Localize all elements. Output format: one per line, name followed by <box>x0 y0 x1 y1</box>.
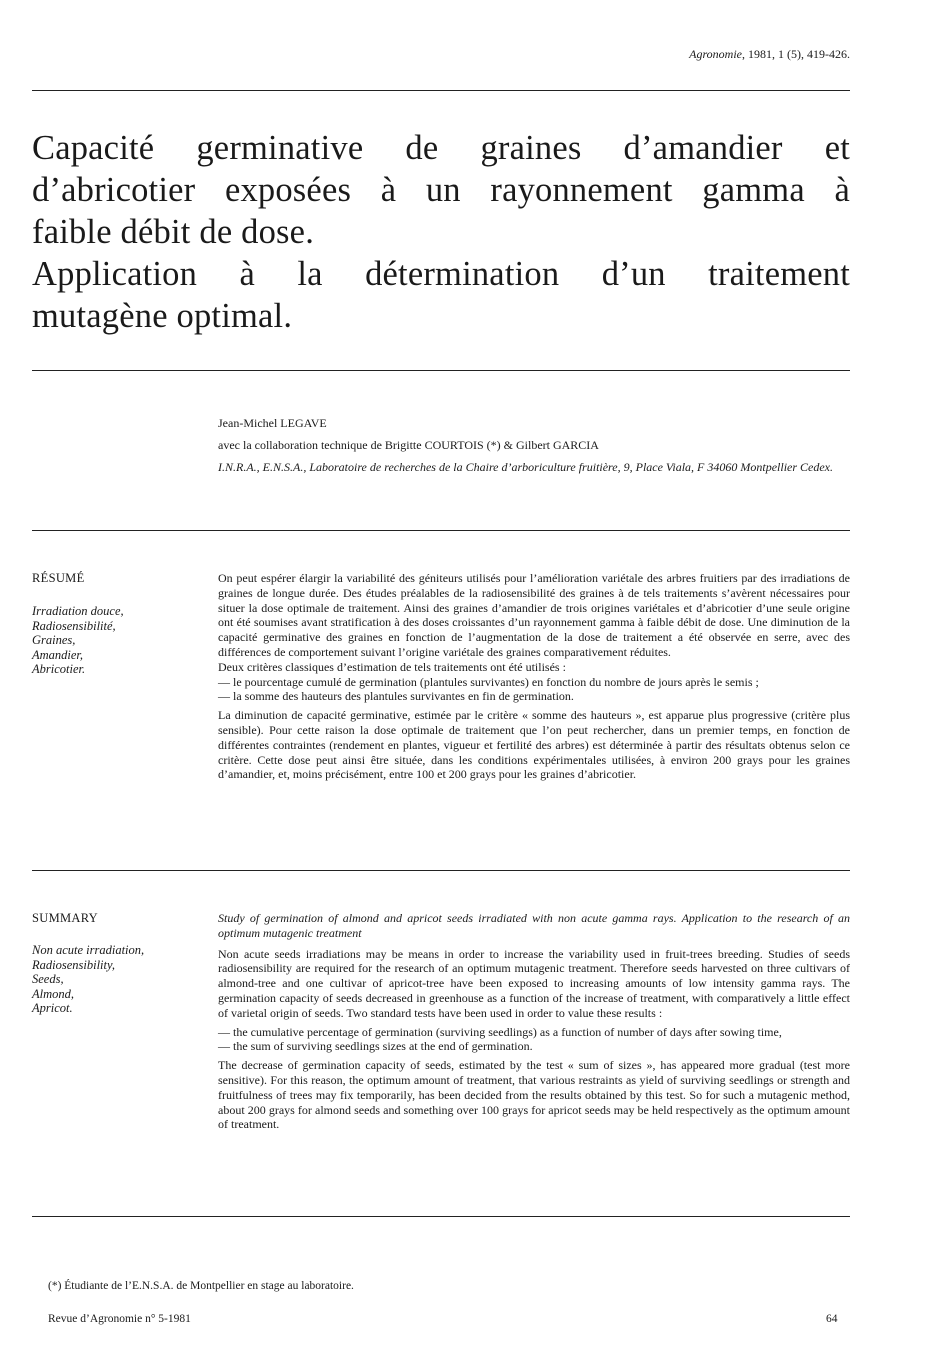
footnote: (*) Étudiante de l’E.N.S.A. de Montpellier en stage au laboratoire. <box>48 1280 354 1292</box>
keyword: Seeds, <box>32 972 64 986</box>
author-block <box>218 414 850 475</box>
resume-paragraph: On peut espérer élargir la variabilité des géniteurs utilisés pour l’amélioration variétale des arbres fruitiers par des irradiations de graines de longue durée. Des études préalables de la radiosensibilité des graines à de tels traitements s’avèrent nécessaires pour situer la dose optimale de traitement. Ainsi des graines d’amandier de trois origines variétales et d’abricotier d’une seule origine ont été soumises avant stratification à des doses croissantes d’un rayonnement gamma à faible débit de dose. Une diminution de la capacité germinative des graines en fonction de l’augmentation de la dose de traitement a été observée en serre, avec des différences de comportement suivant l’origine variétale des graines comparativement réduites. <box>218 571 850 659</box>
header-rule <box>32 90 850 91</box>
resume-paragraph: — la somme des hauteurs des plantules survivantes en fin de germination. <box>218 689 574 704</box>
summary-body <box>218 911 850 1132</box>
resume-keywords <box>32 604 124 677</box>
keyword: Almond, <box>32 986 75 1001</box>
keyword: Amandier, <box>32 647 84 662</box>
author-affiliation: I.N.R.A., E.N.S.A., Laboratoire de recherches de la Chaire d’arboriculture fruitière, 9, Place Viala, F 34060 Montpellier Cedex. <box>218 460 833 474</box>
title-line: Application à la détermination d’un traitement <box>32 255 850 293</box>
resume-paragraph: Deux critères classiques d’estimation de tels traitements ont été utilisés : <box>218 659 566 674</box>
article-title <box>32 127 850 337</box>
summary-paragraph: The decrease of germination capacity of seeds, estimated by the test « sum of sizes », has appeared more gradual (test more sensitive). For this reason, the optimum amount of treatment, that various restraints as yield of surviving seedlings or strength and fruitfulness of trees may fix temporarily, has been decided from the results obtained by this test. So for such a mutagenic method, about 200 grays for almond seeds and something over 100 grays for apricot seeds may be held respectively as the optimum amount of treatment. <box>218 1058 850 1132</box>
keyword: Irradiation douce, <box>32 604 124 618</box>
summary-title: Study of germination of almond and apricot seeds irradiated with non acute gamma rays. Application to the research of an optimum mutagenic treatment <box>218 911 850 940</box>
journal-name: Agronomie <box>689 47 742 61</box>
author-collaboration: avec la collaboration technique de Brigitte COURTOIS (*) & Gilbert GARCIA <box>218 438 599 452</box>
title-line: Capacité germinative de graines d’amandier et <box>32 129 850 167</box>
summary-paragraph: — the sum of surviving seedlings sizes at the end of germination. <box>218 1039 533 1054</box>
keyword: Radiosensibility, <box>32 957 115 972</box>
title-line: d’abricotier exposées à un rayonnement gamma à <box>32 171 850 209</box>
journal-citation <box>689 47 850 62</box>
summary-label: SUMMARY <box>32 911 99 925</box>
author-name: Jean-Michel LEGAVE <box>218 416 327 430</box>
keyword: Abricotier. <box>32 662 86 676</box>
title-line: faible débit de dose. <box>32 213 315 251</box>
keyword: Graines, <box>32 633 76 647</box>
summary-paragraph: — the cumulative percentage of germination (surviving seedlings) as a function of number of days after sowing time, <box>218 1024 782 1039</box>
resume-rule <box>32 870 850 871</box>
summary-paragraph: Non acute seeds irradiations may be means in order to increase the variability used in fruit-trees breeding. Studies of seeds radiosensibility are required for the research of an optimum mutagenic treatment. Therefore seeds harvested on three cultivars of almond-tree and one cultivar of apricot-tree have been exposed to increasing amounts of low intensity gamma rays. The germination capacity of seeds decreased in greenhouse as a function of the increase of treatment, with comparatively a little effect of varietal origin of seeds. Two standard tests have been used in order to value these results : <box>218 946 850 1020</box>
resume-body <box>218 571 850 782</box>
footer-journal: Revue d’Agronomie n° 5-1981 <box>48 1313 191 1325</box>
keyword: Non acute irradiation, <box>32 943 145 957</box>
resume-paragraph: — le pourcentage cumulé de germination (plantules survivantes) en fonction du nombre de jours après le semis ; <box>218 674 759 689</box>
resume-label: RÉSUMÉ <box>32 571 85 585</box>
authors-rule <box>32 530 850 531</box>
title-rule <box>32 370 850 371</box>
summary-keywords <box>32 943 144 1016</box>
keyword: Radiosensibilité, <box>32 618 116 633</box>
summary-rule <box>32 1216 850 1217</box>
keyword: Apricot. <box>32 1001 73 1015</box>
resume-paragraph: La diminution de capacité germinative, estimée par le critère « somme des hauteurs », est apparue plus progressive (critère plus sensible). Pour cette raison la dose optimale de traitement que l’on peut rechercher, dans un premier temps, en fonction de différentes contraintes (rendement en plantes, vigueur et fertilité des arbres) est déterminée à partir des résultats obtenus selon ce critère. Cette dose peut ainsi être située, dans les conditions expérimentales utilisées, à environ 200 grays pour les graines d’amandier, et, moins précisément, entre 100 et 200 grays pour les graines d’abricotier. <box>218 708 850 782</box>
page-number: 64 <box>826 1313 838 1325</box>
citation-details: , 1981, 1 (5), 419-426. <box>742 47 850 61</box>
title-line: mutagène optimal. <box>32 297 293 335</box>
